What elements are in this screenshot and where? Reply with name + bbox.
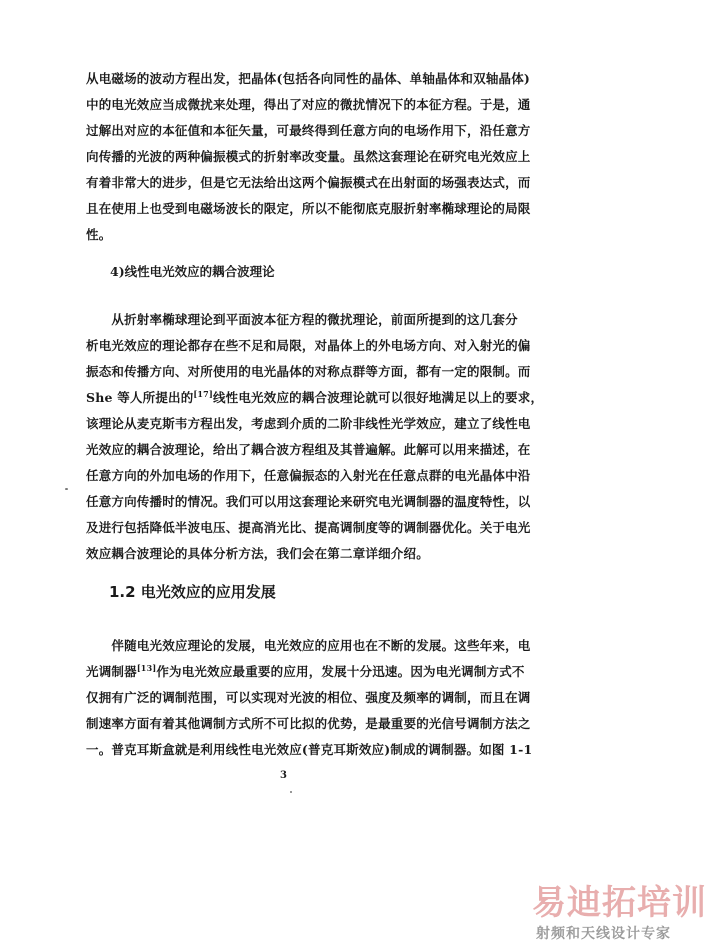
- text-line: 从折射率椭球理论到平面波本征方程的微扰理论，前面所提到的这几套分: [86, 312, 518, 327]
- text-line: 性。: [86, 227, 112, 242]
- page-number: 3: [280, 770, 287, 781]
- text-line: 一。普克耳斯盒就是利用线性电光效应(普克耳斯效应)制成的调制器。如图 1-1: [86, 742, 533, 757]
- text-line: 制速率方面有着其他调制方式所不可比拟的优势，是最重要的光信号调制方法之: [86, 716, 531, 731]
- text-fragment: She 等人所提出的: [86, 390, 194, 405]
- watermark-logo: 易迪拓培训: [532, 883, 707, 923]
- text-line: 任意方向传播时的情况。我们可以用这套理论来研究电光调制器的温度特性，以: [86, 494, 531, 509]
- text-line: 析电光效应的理论都存在些不足和局限，对晶体上的外电场方向、对入射光的偏: [86, 338, 531, 353]
- scan-speck: [65, 488, 68, 490]
- text-line-with-citation: [86, 385, 544, 411]
- citation: [13]: [136, 663, 157, 673]
- text-line: 振态和传播方向、对所使用的电光晶体的对称点群等方面，都有一定的限制。而: [86, 364, 531, 379]
- text-line-with-citation: [86, 659, 525, 685]
- text-line: 过解出对应的本征值和本征矢量，可最终得到任意方向的电场作用下，沿任意方: [86, 123, 531, 138]
- paragraph-2: [86, 307, 544, 567]
- text-line: 及进行包括降低半波电压、提高消光比、提高调制度等的调制器优化。关于电光: [86, 520, 531, 535]
- watermark-tagline: 射频和天线设计专家: [536, 926, 671, 942]
- text-line: 任意方向的外加电场的作用下，任意偏振态的入射光在任意点群的电光晶体中沿: [86, 468, 531, 483]
- text-fragment: 作为电光效应最重要的应用，发展十分迅速。因为电光调制方式不: [156, 664, 525, 679]
- text-line: 仅拥有广泛的调制范围，可以实现对光波的相位、强度及频率的调制，而且在调: [86, 690, 531, 705]
- scan-speck: [290, 791, 292, 793]
- text-line: 中的电光效应当成微扰来处理，得出了对应的微扰情况下的本征方程。于是，通: [86, 97, 531, 112]
- citation: [17]: [193, 389, 213, 399]
- text-line: 效应耦合波理论的具体分析方法，我们会在第二章详细介绍。: [86, 546, 429, 561]
- text-line: 且在使用上也受到电磁场波长的限定，所以不能彻底克服折射率椭球理论的局限: [86, 201, 531, 216]
- text-line: 伴随电光效应理论的发展，电光效应的应用也在不断的发展。这些年来，电: [86, 638, 531, 653]
- text-fragment: 线性电光效应的耦合波理论就可以很好地满足以上的要求，: [212, 390, 544, 405]
- paragraph-1: [86, 66, 531, 248]
- text-line: 该理论从麦克斯韦方程出发，考虑到介质的二阶非线性光学效应，建立了线性电: [86, 416, 531, 431]
- subheading: 4)线性电光效应的耦合波理论: [110, 264, 275, 279]
- text-line: 向传播的光波的两种偏振模式的折射率改变量。虽然这套理论在研究电光效应上: [86, 149, 531, 164]
- text-line: 光效应的耦合波理论，给出了耦合波方程组及其普遍解。此解可以用来描述，在: [86, 442, 531, 457]
- section-heading: 1.2 电光效应的应用发展: [109, 583, 276, 601]
- text-line: 从电磁场的波动方程出发，把晶体(包括各向同性的晶体、单轴晶体和双轴晶体): [86, 71, 531, 86]
- text-line: 有着非常大的进步，但是它无法给出这两个偏振模式在出射面的场强表达式，而: [86, 175, 531, 190]
- paragraph-3: [86, 633, 533, 763]
- text-fragment: 光调制器: [86, 664, 137, 679]
